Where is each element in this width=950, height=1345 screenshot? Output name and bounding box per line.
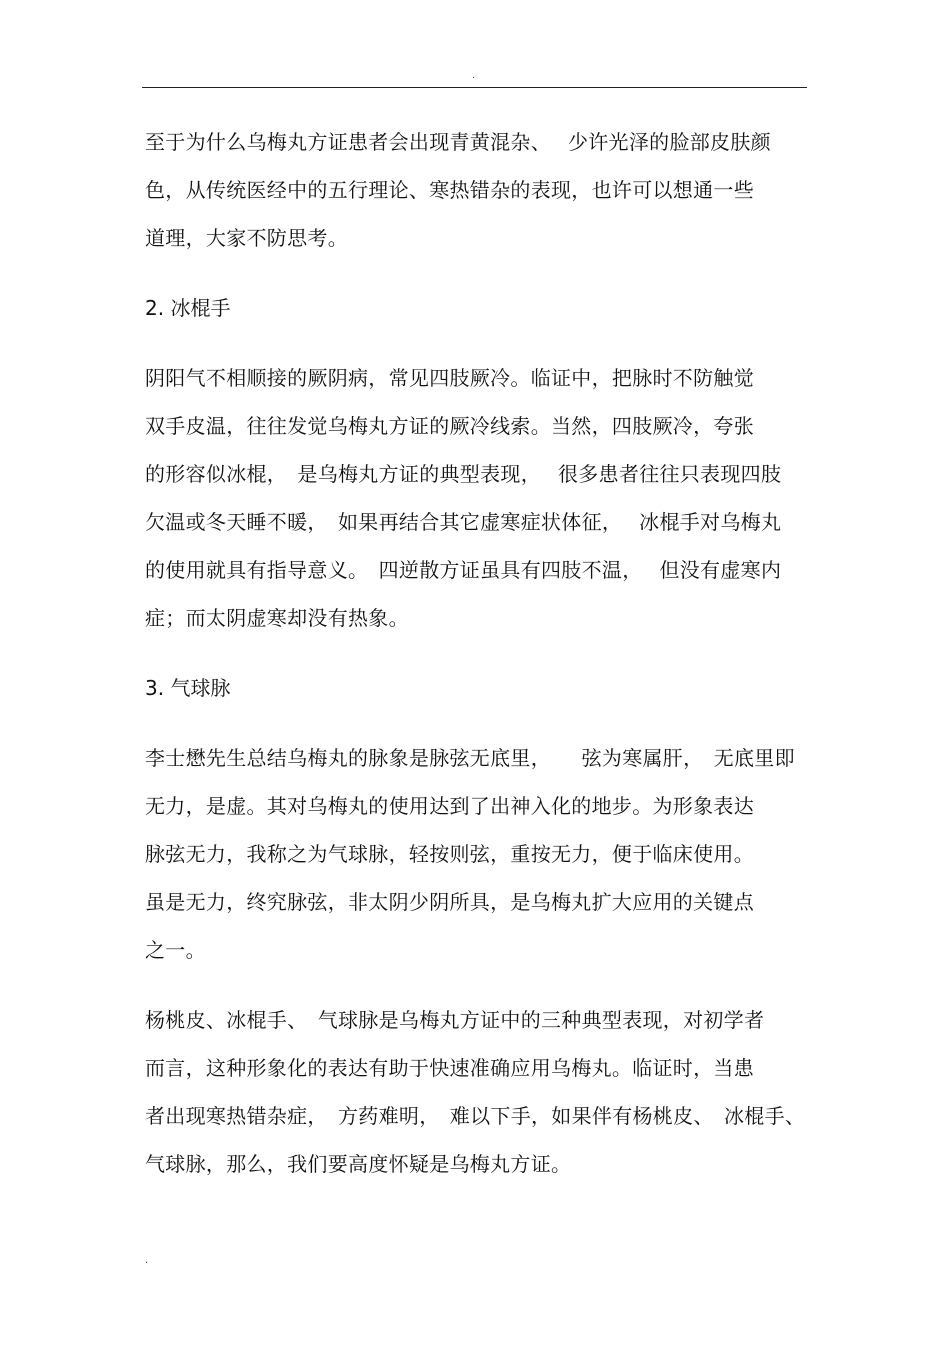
paragraph-complexion	[145, 118, 810, 262]
footer-mark: .	[145, 1255, 149, 1266]
text-line: 脉弦无力，我称之为气球脉，轻按则弦，重按无力，便于临床使用。	[145, 842, 754, 866]
paragraph-ice-hand	[145, 354, 810, 642]
text-line: 之一。	[145, 938, 206, 962]
paragraph-balloon-pulse	[145, 734, 810, 974]
text-line: 虽是无力，终究脉弦，非太阴少阴所具，是乌梅丸扩大应用的关键点	[145, 890, 754, 914]
text-line: 的使用就具有指导意义。 四逆散方证虽具有四肢不温， 但没有虚寒内	[145, 558, 782, 582]
text-line: 双手皮温，往往发觉乌梅丸方证的厥冷线索。当然，四肢厥冷，夸张	[145, 414, 754, 438]
section-heading-ice-hand: 2. 冰棍手	[145, 296, 231, 320]
header-mark: .	[472, 70, 476, 81]
text-line: 无力，是虚。其对乌梅丸的使用达到了出神入化的地步。为形象表达	[145, 794, 754, 818]
text-line: 至于为什么乌梅丸方证患者会出现青黄混杂、 少许光泽的脸部皮肤颜	[145, 130, 771, 154]
text-line: 的形容似冰棍， 是乌梅丸方证的典型表现， 很多患者往往只表现四肢	[145, 462, 782, 486]
paragraph-summary	[145, 996, 810, 1188]
text-line: 气球脉，那么，我们要高度怀疑是乌梅丸方证。	[145, 1152, 572, 1176]
text-line: 杨桃皮、冰棍手、 气球脉是乌梅丸方证中的三种典型表现，对初学者	[145, 1008, 765, 1032]
text-line: 色，从传统医经中的五行理论、寒热错杂的表现，也许可以想通一些	[145, 178, 754, 202]
text-line: 症；而太阴虚寒却没有热象。	[145, 606, 409, 630]
header-rule	[142, 87, 807, 88]
document-body	[145, 118, 810, 1188]
text-line: 道理，大家不防思考。	[145, 226, 348, 250]
text-line: 阴阳气不相顺接的厥阴病，常见四肢厥冷。临证中，把脉时不防触觉	[145, 366, 754, 390]
text-line: 欠温或冬天睡不暖， 如果再结合其它虚寒症状体征， 冰棍手对乌梅丸	[145, 510, 782, 534]
text-line: 李士懋先生总结乌梅丸的脉象是脉弦无底里， 弦为寒属肝， 无底里即	[145, 746, 795, 770]
text-line: 而言，这种形象化的表达有助于快速准确应用乌梅丸。临证时，当患	[145, 1056, 754, 1080]
section-heading-balloon-pulse: 3. 气球脉	[145, 676, 231, 700]
text-line: 者出现寒热错杂症， 方药难明， 难以下手，如果伴有杨桃皮、 冰棍手、	[145, 1104, 806, 1128]
